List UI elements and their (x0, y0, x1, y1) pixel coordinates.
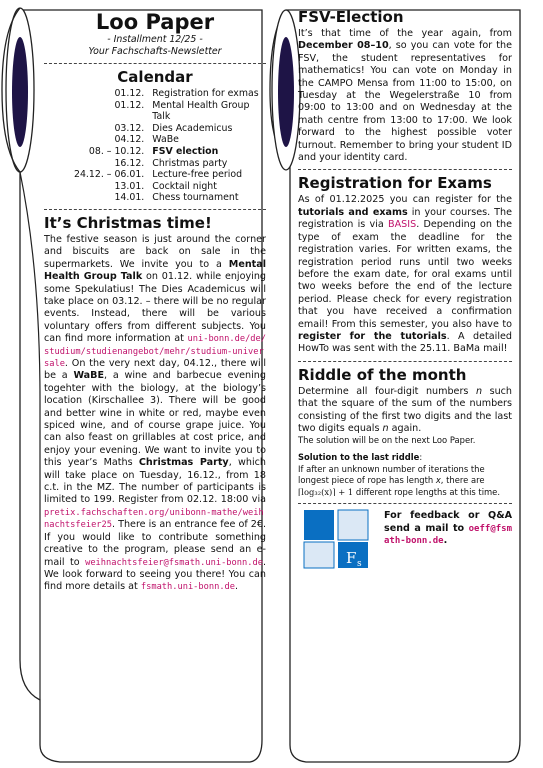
fsmath-website-link[interactable]: fsmath.uni-bonn.de (140, 582, 236, 593)
calendar-row (74, 158, 266, 170)
calendar-row (74, 123, 266, 135)
calendar-date: 14.01. (114, 192, 145, 204)
calendar-row (74, 181, 266, 193)
divider (44, 63, 266, 64)
calendar-date: 24.12. – 06.01. (74, 169, 145, 181)
calendar-event: FSV election (152, 145, 219, 157)
calendar-date: 08. – 10.12. (88, 145, 145, 157)
left-column (44, 10, 266, 594)
calendar-row (74, 192, 266, 204)
exams-article: As of 01.12.2025 you can register for the tutorials and exams in your courses. The registration is via BASIS. Depending on the type of exam the deadline for the registration varies. For written exams, the registration period runs until two weeks before the exam date, for oral exams until two weeks before the end of the lecture period. Please check for every registration that you have received a confirmation email! From this semester, you also have to register for the tutorials. A detailed HowTo was sent with the 25.11. BaMa mail! (298, 194, 513, 355)
divider (298, 169, 512, 170)
riddle-note: The solution will be on the next Loo Paper. (298, 435, 476, 446)
svg-text:s: s (357, 559, 362, 569)
calendar-row (74, 88, 266, 100)
solution-formula: ⌈log₃₂(x)⌉ + 1 (298, 486, 354, 497)
divider (44, 209, 266, 210)
calendar-row (74, 134, 266, 146)
basis-link[interactable]: BASIS (388, 219, 417, 231)
calendar-row (74, 100, 266, 123)
studium-universale-link[interactable]: uni-bonn.de/de/studium/studienangebot/mehr/studium-universale (44, 334, 266, 369)
logo-lettering: F (346, 549, 357, 567)
right-column (298, 8, 512, 508)
calendar-event: Christmas party (152, 157, 228, 169)
newsletter-title: Loo Paper (95, 10, 215, 34)
riddle-text: Determine all four-digit numbers n such that the square of the sum of the numbers consisting of the first two digits and the last two digits equals n again. (298, 385, 513, 434)
pretix-registration-link[interactable]: pretix.fachschaften.org/unibonn-mathe/weihnachtsfeier25 (44, 507, 264, 531)
christmas-heading: It’s Christmas time! (44, 213, 212, 232)
divider (298, 503, 512, 504)
calendar-event: Mental Health Group Talk (152, 99, 250, 123)
calendar-event: Chess tournament (152, 192, 239, 204)
newsletter-tagline: Your Fachschafts-Newsletter (88, 46, 222, 57)
solution-label: Solution to the last riddle: (298, 451, 423, 462)
divider (298, 361, 512, 362)
election-article: It’s that time of the year again, from December 08–10, so you can vote for the FSV, the student representatives for mathematics! You can vote on Monday in the CAMPO Mensa from 11:00 to 15:00, on Tuesday at the Wegelerstraße 10 from 09:00 to 13:00 and on Wednesday at the math centre from 13:00 to 17:00. We look forward to the highest possible voter turnout. Remember to bring your student ID and your identity card. (298, 28, 512, 164)
fachschaft-logo-icon (300, 506, 372, 572)
calendar-event: Lecture-free period (152, 169, 243, 181)
calendar-date: 03.12. (114, 122, 145, 134)
calendar-event: WaBe (152, 134, 179, 146)
calendar-event: Cocktail night (152, 180, 217, 192)
right-roll-hole-icon (278, 37, 294, 147)
calendar-date: 01.12. (114, 99, 145, 111)
riddle-heading: Riddle of the month (298, 365, 467, 384)
calendar-date: 04.12. (114, 134, 145, 146)
feedback-text: For feedback or Q&A send a mail to oeff@fsmath-bonn.de. (384, 510, 512, 547)
solution-text: If after an unknown number of iterations the longest piece of rope has length x, there are ⌈log₃₂(x)⌉ + 1 different rope lengths at this time. (298, 463, 500, 497)
calendar-event: Dies Academicus (152, 122, 233, 134)
calendar-date: 16.12. (114, 157, 145, 169)
calendar-date: 01.12. (114, 88, 145, 99)
left-roll-hole-icon (12, 37, 28, 147)
exams-heading: Registration for Exams (298, 174, 492, 193)
election-heading: FSV-Election (298, 8, 404, 26)
calendar-table (74, 88, 266, 204)
christmas-email-link[interactable]: weihnachtsfeier@fsmath.uni-bonn.de (85, 557, 263, 568)
calendar-row (74, 169, 266, 181)
calendar-row (74, 146, 266, 158)
calendar-heading: Calendar (117, 68, 193, 86)
installment-label: - Installment 12/25 - (107, 34, 203, 45)
calendar-date: 13.01. (114, 180, 145, 192)
christmas-article: The festive season is just around the corner and biscuits are back on sale in the supermarkets. We invite you to a Mental Health Group Talk on 01.12. while enjoying some Spekulatius! The Dies Academicus will take place on 03.12. – there will be no regular events. Instead, there will be various voluntary offers from different subjects. You can find more information at uni-bonn.de/de/studium/studienangebot/mehr/studium-universale. On the very next day, 04.12., there will be a WaBE, a wine and barbecue evening togehter with the biology, at the biology’s location (Kirschallee 3). There will be good and better wine in white or red, maybe even spiced wine, and of course grape juice. You can also feast on grillables at cost price, and enjoy your evening. We want to invite you to this year’s Maths Christmas Party, which will take place on Tuesday, 16.12., from 18 c.t. in the MZ. The number of participants is limited to 199. Register from 02.12. 18:00 via pretix.fachschaften.org/unibonn-mathe/weihnachtsfeier25. There is an entrance fee of 2€. If you would like to contribute something creative to the program, please send an e-mail to weihnachtsfeier@fsmath.uni-bonn.de. We look forward to seeing you there! You can find more details at fsmath.uni-bonn.de. (44, 233, 267, 593)
feedback-email-link[interactable]: oeff@fsmath-bonn.de (384, 523, 512, 547)
calendar-event: Registration for exmas (152, 88, 259, 99)
